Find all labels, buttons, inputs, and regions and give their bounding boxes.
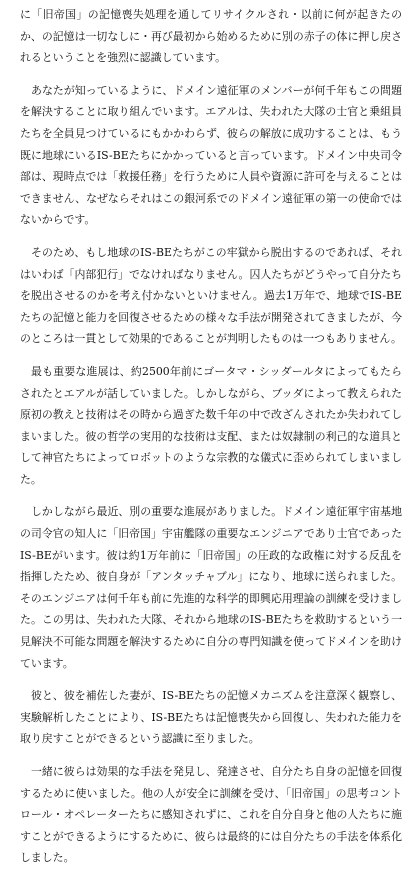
paragraph-5: しかしながら最近、別の重要な進展がありました。ドメイン遠征軍宇宙基地の司令官の知人に「旧帝国」宇宙艦隊の重要なエンジニアであり士官であったIS-BEがいます。彼は約1万年前に「旧帝国」の圧政的な政権に対する反乱を指揮したため、彼自身が「アンタッチャブル」になり、地球に送られました。そのエンジニアは何千年も前に先進的な科学的即興応用理論の訓練を受けました。この男は、失われた大隊、それから地球のIS-BEたちを救助するという一見解決不可能な問題を解決するために自分の専門知識を使ってドメインを助けています。 bbox=[20, 505, 402, 670]
paragraph-3: そのため、もし地球のIS-BEたちがこの牢獄から脱出するのであれば、それはいわば「内部犯行」でなければなりません。囚人たちがどうやって自分たちを脱出させるのかを考え付かないといけません。過去1万年で、地球でIS-BEたちの記憶と能力を回復させるための様々な手法が開発されてきましたが、今のところは一貫として効果的であることが判明したものは一つもありません。 bbox=[20, 245, 402, 346]
paragraph-6: 彼と、彼を補佐した妻が、IS-BEたちの記憶メカニズムを注意深く観察し、実験解析したことにより、IS-BEたちは記憶喪失から回復し、失われた能力を取り戻すことができるという認識に至りました。 bbox=[20, 689, 402, 746]
paragraph-1: に「旧帝国」の記憶喪失処理を通してリサイクルされ・以前に何が起きたのか、の記憶は一切なしに・再び最初から始めるために別の赤子の体に押し戻されるということを強烈に認識しています。 bbox=[20, 8, 402, 65]
paragraph-4: 最も重要な進展は、約2500年前にゴータマ・シッダールタによってもたらされたとエアルが話していました。しかしながら、ブッダによって教えられた原初の教えと技術はその時から過ぎた数千年の中で改ざんされたか失われてしまいました。彼の哲学の実用的な技術は支配、または奴隷制の利己的な道具として神官たちによってロボットのような宗教的な儀式に歪められてしまいました。 bbox=[20, 364, 402, 486]
paragraph-2: あなたが知っているように、ドメイン遠征軍のメンバーが何千年もこの問題を解決することに取り組んでいます。エアルは、失われた大隊の士官と乗組員たちを全員見つけているにもかかわらず、彼らの解放に成功することは、もう既に地球にいるIS-BEたちにかかっていると言っています。ドメイン中央司令部は、現時点では「救援任務」を行うために人員や資源に許可を与えることはできません、なぜならそれはこの銀河系でのドメイン遠征軍の第一の使命ではないからです。 bbox=[20, 83, 402, 227]
paragraph-7: 一緒に彼らは効果的な手法を発見し、発達させ、自分たち自身の記憶を回復するために使いました。他の人が安全に訓練を受け、「旧帝国」の思考コントロール・オペレーターたちに感知されずに、これを自分自身と他の人たちに施すことができるようにするために、彼らは最終的には自分たちの手法を体系化しました。 bbox=[20, 765, 402, 865]
